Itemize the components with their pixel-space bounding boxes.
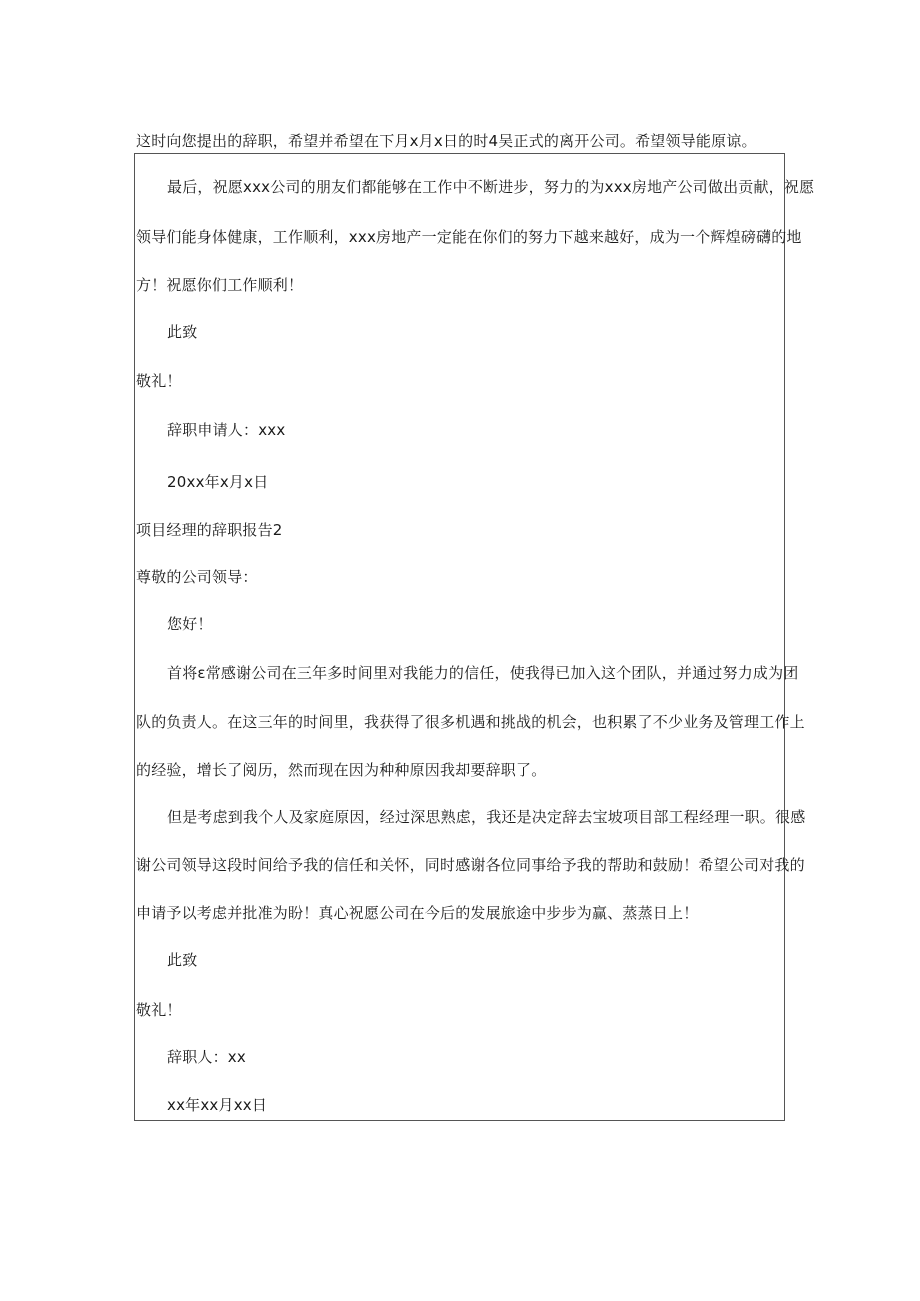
paragraph2-line2: 队的负责人。在这三年的时间里，我获得了很多机遇和挑战的机会，也积累了不少业务及管理工作上 xyxy=(136,713,805,731)
salute-2: 敬礼！ xyxy=(136,1001,182,1019)
report-title: 项目经理的辞职报告2 xyxy=(136,521,283,539)
paragraph1-line1: 最后，祝愿xxx公司的朋友们都能够在工作中不断进步，努力的为xxx房地产公司做出贡献，祝愿 xyxy=(167,178,815,196)
date-1: 20xx年x月x日 xyxy=(167,473,269,491)
paragraph2-line3: 的经验，增长了阅历，然而现在因为种种原因我却要辞职了。 xyxy=(136,761,547,779)
table-frame xyxy=(134,153,785,1121)
hello: 您好！ xyxy=(167,615,213,633)
paragraph2-line1: 首将ε常感谢公司在三年多时间里对我能力的信任，使我得已加入这个团队，并通过努力成为团 xyxy=(167,664,799,682)
paragraph1-line2: 领导们能身体健康，工作顺利，xxx房地产一定能在你们的努力下越来越好，成为一个辉煌磅礴的地 xyxy=(136,228,802,246)
paragraph3-line1: 但是考虑到我个人及家庭原因，经过深思熟虑，我还是决定辞去宝坡项目部工程经理一职。很感 xyxy=(167,808,806,826)
greeting: 尊敬的公司领导： xyxy=(136,568,258,586)
date-2: xx年xx月xx日 xyxy=(167,1096,268,1114)
paragraph3-line3: 申请予以考虑并批准为盼！真心祝愿公司在今后的发展旅途中步步为赢、蒸蒸日上！ xyxy=(136,904,699,922)
closing-2: 此致 xyxy=(167,951,198,969)
applicant-2: 辞职人：xx xyxy=(167,1048,246,1066)
paragraph3-line2: 谢公司领导这段时间给予我的信任和关怀，同时感谢各位同事给予我的帮助和鼓励！希望公司对我的 xyxy=(136,856,805,874)
closing-1: 此致 xyxy=(167,323,198,341)
paragraph1-line3: 方！祝愿你们工作顺利！ xyxy=(136,276,304,294)
salute-1: 敬礼！ xyxy=(136,372,182,390)
applicant-1: 辞职申请人：xxx xyxy=(167,421,286,439)
top-line: 这时向您提出的辞职，希望并希望在下月x月x日的时4吴正式的离开公司。希望领导能原谅。 xyxy=(136,132,757,150)
